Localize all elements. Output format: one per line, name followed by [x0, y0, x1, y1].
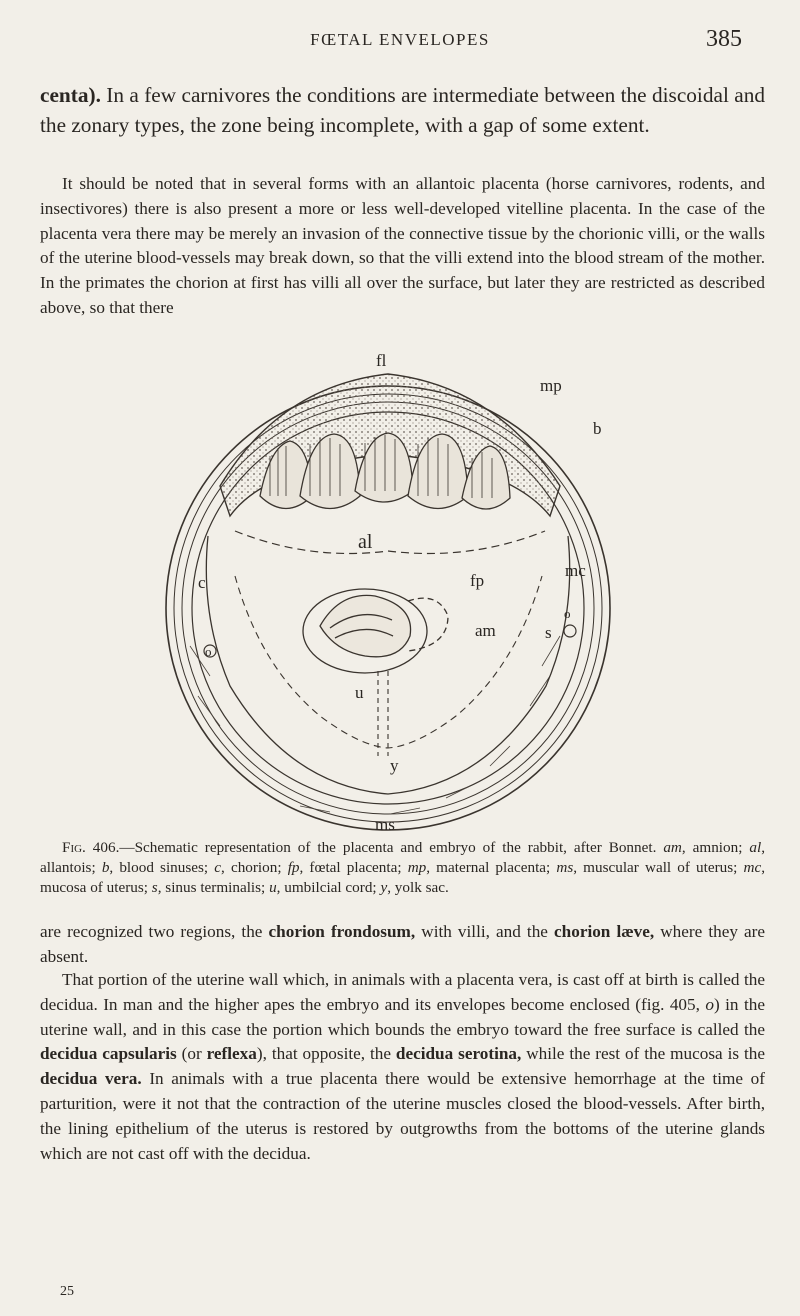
para4-text-1: That portion of the uterine wall which, in animals with a placenta vera, is cast off at birth is called the decidua. In man and the higher apes the embryo and its envelopes become enclosed (fig. 405, — [40, 970, 765, 1014]
label-u: u — [355, 683, 364, 702]
legend-abbr: s — [151, 878, 158, 896]
term-decidua-capsularis: decidua capsularis — [40, 1044, 177, 1064]
para4-text-6: In animals with a true placenta there would be extensive hemorrhage at the time of parturition, were it not that the contraction of the uterine muscles closed the blood-vessels. After birth, the lining epithelium of the uterus is restored by outgrowths from the bottoms of the uterine glands which are not cast off with the decidua. — [40, 1069, 765, 1163]
legend-abbr: y — [380, 878, 388, 896]
paragraph-intro — [40, 80, 765, 140]
paragraph-vitelline: It should be noted that in several forms with an allantoic placenta (horse carnivores, rodents, and insectivores) there is also present a more or less well-developed vitelline placenta. In the case of the placenta vera there may be merely an invasion of the connective tissue by the chorionic villi, or the walls of the uterine blood-vessels may break down, so that the villi extend into the blood stream of the mother. In the primates the chorion at first has villi all over the surface, but later they are restricted as described above, so that there — [40, 174, 765, 317]
caption-intro: —Schematic representation of the placenta and embryo of the rabbit, after Bonnet. — [119, 839, 664, 856]
paragraph-decidua — [40, 968, 765, 1166]
paragraph-intro-text: In a few carnivores the conditions are intermediate between the discoidal and the zonary types, the zone being incomplete, with a gap of some extent. — [40, 83, 765, 137]
legend-abbr: ms — [556, 858, 574, 876]
label-mp: mp — [540, 376, 562, 395]
caption-fig-label: Fig. 406. — [62, 839, 120, 856]
para4-italic-o: o — [705, 994, 714, 1014]
lead-word: centa). — [40, 83, 101, 107]
term-decidua-serotina: decidua serotina, — [395, 1044, 522, 1064]
para4-text-5: while the rest of the mucosa is the — [521, 1044, 765, 1064]
page-number: 385 — [706, 26, 742, 52]
allantois-outline — [235, 531, 545, 554]
label-fl: fl — [376, 351, 387, 370]
legend-abbr: al — [749, 839, 762, 856]
para3-text-1: are recognized two regions, the — [40, 922, 269, 941]
running-title: FŒTAL ENVELOPES — [310, 30, 490, 49]
legend-abbr: fp — [287, 858, 300, 876]
legend-desc: , chorion; — [221, 858, 288, 876]
legend-desc: , amnion; — [681, 839, 750, 856]
label-s: s — [545, 623, 552, 642]
legend-abbr: am — [663, 839, 682, 856]
legend-desc: , umbilcial cord; — [276, 878, 381, 896]
term-decidua-vera: decidua vera. — [40, 1069, 142, 1089]
label-al: al — [358, 531, 373, 553]
legend-abbr: mc — [743, 858, 762, 876]
legend-desc: , fœtal placenta; — [299, 858, 408, 876]
label-o-left: o — [205, 644, 212, 659]
embryo — [303, 589, 448, 673]
figure-caption — [40, 838, 765, 897]
paragraph-chorion — [40, 920, 765, 970]
term-chorion-laeve: chorion læve, — [554, 922, 655, 941]
legend-desc: , blood sinuses; — [109, 858, 215, 876]
legend-desc: , muscular wall of uterus; — [573, 858, 744, 876]
label-o: o — [564, 606, 571, 621]
figure-rabbit-placenta — [150, 346, 625, 834]
para3-text-3: where they are absent. — [40, 922, 766, 966]
para4-text-3: (or — [176, 1044, 207, 1064]
para4-text-2: ) in the uterine wall, and in this case the portion which bounds the embryo toward the free surface is called the — [40, 994, 765, 1039]
legend-abbr: b — [101, 858, 110, 876]
label-y: y — [390, 756, 399, 775]
placenta-diagram — [150, 346, 625, 834]
label-fp: fp — [470, 571, 485, 590]
label-ms: ms — [375, 815, 395, 834]
label-am: am — [475, 621, 496, 640]
legend-abbr: mp — [407, 858, 427, 876]
legend-desc: , sinus terminalis; — [157, 878, 270, 896]
legend-desc: , allantois; — [40, 839, 765, 876]
legend-desc: , maternal placenta; — [426, 858, 557, 876]
umbilical-cord — [378, 671, 388, 756]
label-mc: mc — [565, 561, 586, 580]
label-b: b — [593, 419, 602, 438]
para3-text-2: with villi, and the — [415, 922, 555, 941]
sinus-terminalis — [564, 625, 576, 637]
signature-mark: 25 — [60, 1284, 74, 1299]
para4-text-4: ), that opposite, the — [256, 1044, 396, 1064]
term-chorion-frondosum: chorion frondosum, — [268, 922, 416, 941]
term-reflexa: reflexa — [206, 1044, 257, 1064]
legend-desc: , mucosa of uterus; — [40, 858, 765, 896]
legend-desc: , yolk sac. — [387, 878, 449, 896]
label-c: c — [198, 573, 206, 592]
legend-abbr: c — [214, 858, 222, 876]
legend-abbr: u — [269, 878, 277, 896]
